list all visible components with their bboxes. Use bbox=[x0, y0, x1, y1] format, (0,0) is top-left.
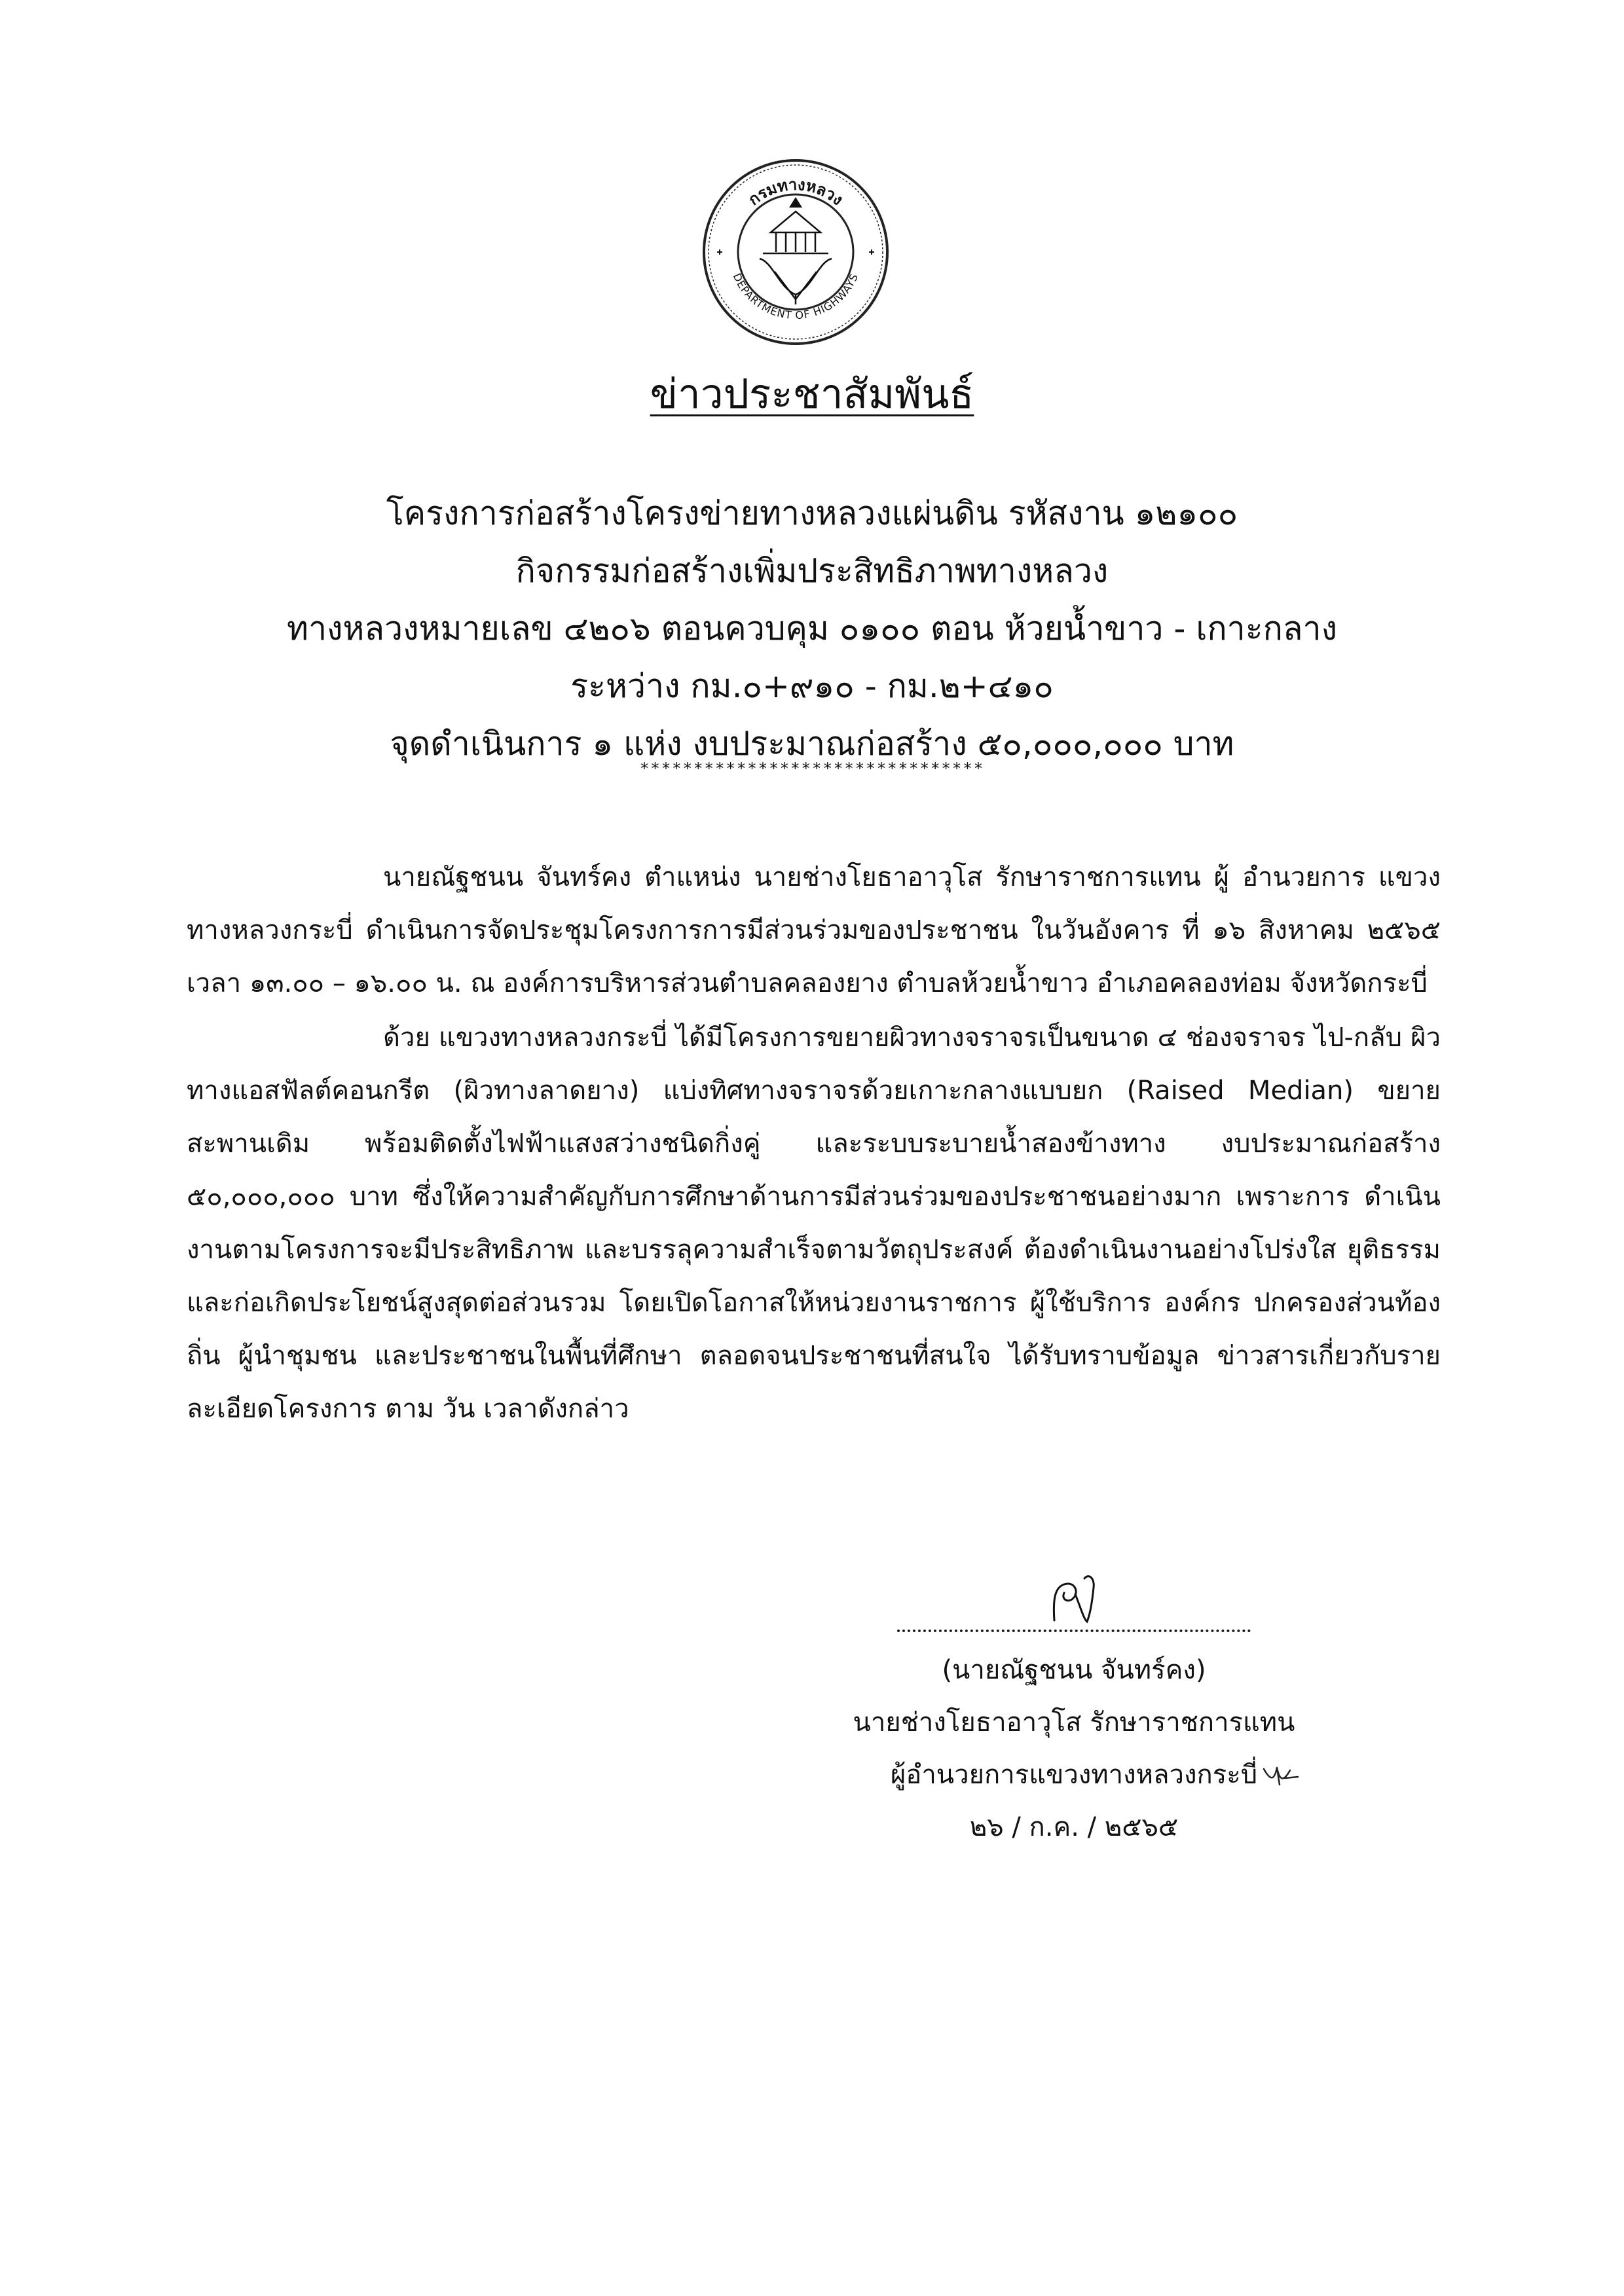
project-summary bbox=[196, 484, 1428, 773]
project-line-km-range: ระหว่าง กม.๐+๙๑๐ - กม.๒+๔๑๐ bbox=[570, 667, 1054, 705]
separator-stars: ******************************** bbox=[639, 759, 985, 778]
page-title: ข่าวประชาสัมพันธ์ bbox=[650, 370, 974, 418]
signatory-name: (นายณัฐชนน จันทร์คง) bbox=[942, 1655, 1206, 1685]
handwritten-initials-icon bbox=[1257, 1761, 1303, 1787]
paragraph-project-details: ด้วย แขวงทางหลวงกระบี่ ได้มีโครงการขยายผิวทางจราจรเป็นขนาด ๔ ช่องจราจร ไป-กลับ ผิวทางแอสฟัลต์คอนกรีต (ผิวทางลาดยาง) แบ่งทิศทางจราจรด้วยเกาะกลางแบบยก (Raised Median) ขยาย สะพานเดิม พร้อมติดตั้งไฟฟ้าแสงสว่างชนิดกิ่งคู่ และระบบระบายน้ำสองข้างทาง งบประมาณก่อสร้าง ๕๐,๐๐๐,๐๐๐ บาท ซึ่งให้ความสำคัญกับการศึกษาด้านการมีส่วนร่วมของประชาชนอย่างมาก เพราะการ ดำเนินงานตามโครงการจะมีประสิทธิภาพ และบรรลุความสำเร็จตามวัตถุประสงค์ ต้องดำเนินงานอย่างโปร่งใส ยุติธรรม และก่อเกิดประโยชน์สูงสุดต่อส่วนรวม โดยเปิดโอกาสให้หน่วยงานราชการ ผู้ใช้บริการ องค์กร ปกครองส่วนท้องถิ่น ผู้นำชุมชน และประชาชนในพื้นที่ศึกษา ตลอดจนประชาชนที่สนใจ ได้รับทราบข้อมูล ข่าวสารเกี่ยวกับรายละเอียดโครงการ ตาม วัน เวลาดังกล่าว bbox=[187, 1023, 1441, 1424]
seal-english-name: DEPARTMENT OF HIGHWAYS bbox=[730, 271, 861, 322]
seal-thai-name: กรมทางหลวง bbox=[745, 175, 847, 210]
project-line-program: โครงการก่อสร้างโครงข่ายทางหลวงแผ่นดิน รหัสงาน ๑๒๑๐๐ bbox=[386, 494, 1238, 532]
project-line-activity: กิจกรรมก่อสร้างเพิ่มประสิทธิภาพทางหลวง bbox=[515, 552, 1109, 590]
signature-date: ๒๖ / ก.ค. / ๒๕๖๕ bbox=[969, 1812, 1179, 1842]
project-line-highway: ทางหลวงหมายเลข ๔๒๐๖ ตอนควบคุม ๐๑๐๐ ตอน ห้วยน้ำขาว - เกาะกลาง bbox=[286, 610, 1338, 647]
signature-line bbox=[897, 1623, 1251, 1632]
signature-block bbox=[773, 1561, 1375, 1853]
signatory-office: ผู้อำนวยการแขวงทางหลวงกระบี่ bbox=[890, 1760, 1258, 1790]
seal-emblem-icon bbox=[697, 154, 894, 350]
signatory-position: นายช่างโยธาอาวุโส รักษาราชการแทน bbox=[853, 1707, 1295, 1738]
handwritten-signature-icon bbox=[1028, 1561, 1120, 1627]
paragraph-meeting: นายณัฐชนน จันทร์คง ตำแหน่ง นายช่างโยธาอาวุโส รักษาราชการแทน ผู้ อำนวยการ แขวงทางหลวงกระบี่ ดำเนินการจัดประชุมโครงการการมีส่วนร่วมของประชาชน ในวันอังคาร ที่ ๑๖ สิงหาคม ๒๕๖๕ เวลา ๑๓.๐๐ – ๑๖.๐๐ น. ณ องค์การบริหารส่วนตำบลคลองยาง ตำบลห้วยน้ำขาว อำเภอคลองท่อม จังหวัดกระบี่ bbox=[187, 862, 1441, 998]
department-seal bbox=[697, 154, 894, 350]
body-text bbox=[187, 851, 1441, 1436]
project-line-budget: จุดดำเนินการ ๑ แห่ง งบประมาณก่อสร้าง ๕๐,๐๐๐,๐๐๐ บาท bbox=[390, 725, 1234, 763]
